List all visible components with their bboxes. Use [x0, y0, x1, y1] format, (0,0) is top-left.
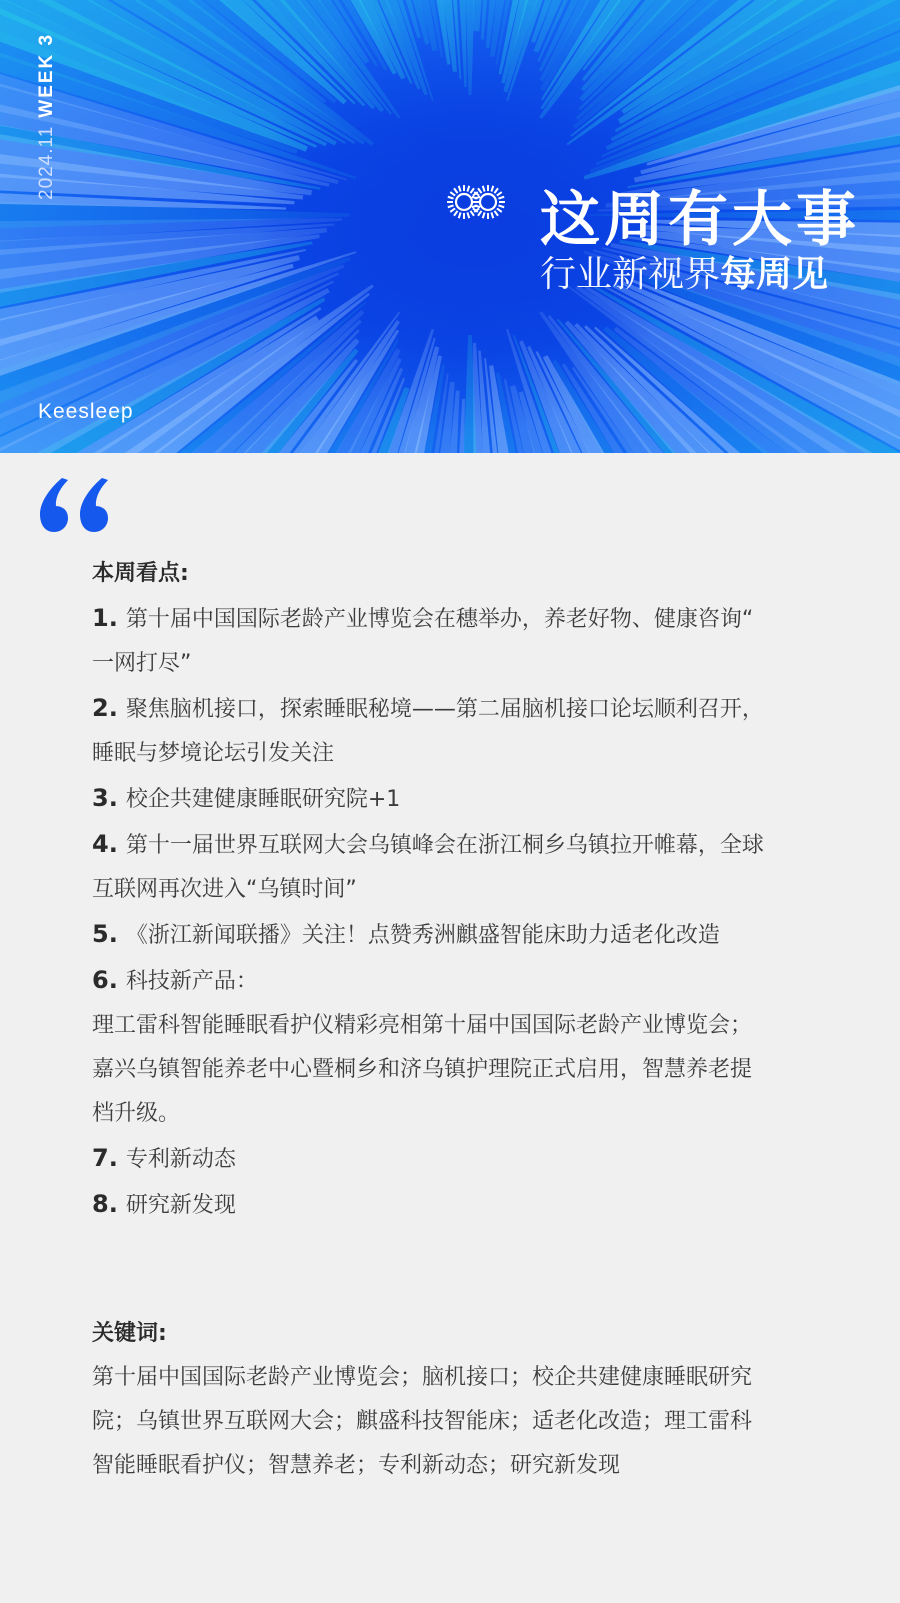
logo-tick: [491, 212, 493, 218]
header-banner: [0, 0, 900, 453]
highlight-line: [92, 1048, 832, 1092]
highlight-line: [92, 1182, 832, 1228]
highlights-title: 本周看点:: [92, 561, 189, 586]
keywords-text: [92, 1356, 832, 1488]
logo-tick: [483, 212, 485, 218]
highlight-text: 第十届中国国际老龄产业博览会在穗举办，养老好物、健康咨询“: [125, 607, 754, 632]
logo-tick: [478, 211, 482, 216]
highlight-line: [92, 822, 832, 868]
highlight-number: 3.: [92, 784, 118, 812]
highlight-number: 5.: [92, 920, 118, 948]
logo-tick: [454, 211, 458, 216]
logo-tick: [478, 188, 482, 193]
brand-name: Keesleep: [38, 400, 134, 423]
logo-tick: [494, 211, 498, 216]
highlight-text: 互联网再次进入“乌镇时间”: [92, 877, 357, 902]
highlight-line: [92, 596, 832, 642]
highlight-text: 专利新动态: [125, 1147, 236, 1172]
highlight-number: 2.: [92, 694, 118, 722]
highlight-text: 聚焦脑机接口，探索睡眠秘境——第二届脑机接口论坛顺利召开，: [125, 697, 764, 722]
logo-tick: [494, 188, 498, 193]
logo-tick: [454, 188, 458, 193]
twin-rings-logo-icon: [446, 182, 508, 222]
keywords-line: 第十届中国国际老龄产业博览会；脑机接口；校企共建健康睡眠研究: [92, 1365, 753, 1390]
highlight-number: 1.: [92, 604, 118, 632]
logo-tick: [498, 205, 504, 207]
highlight-number: 6.: [92, 966, 118, 994]
logo-tick: [491, 186, 493, 192]
highlight-line: [92, 868, 832, 912]
logo-tick: [459, 212, 461, 218]
highlight-line: [92, 732, 832, 776]
highlight-text: 第十一届世界互联网大会乌镇峰会在浙江桐乡乌镇拉开帷幕，全球: [125, 833, 764, 858]
issue-month: 2024.11: [36, 125, 57, 200]
logo-tick: [450, 192, 455, 196]
highlight-line: [92, 1136, 832, 1182]
keywords-title: 关键词:: [92, 1321, 167, 1346]
highlight-text: 睡眠与梦境论坛引发关注: [92, 741, 335, 766]
logo-tick: [497, 208, 502, 212]
highlight-line: [92, 958, 832, 1004]
logo-tick: [470, 188, 474, 193]
issue-date: [36, 33, 58, 200]
highlight-text: 《浙江新闻联播》关注！点赞秀洲麒盛智能床助力适老化改造: [125, 923, 720, 948]
highlight-text: 理工雷科智能睡眠看护仪精彩亮相第十届中国国际老龄产业博览会；: [92, 1013, 753, 1038]
highlight-number: 4.: [92, 830, 118, 858]
highlight-line: [92, 686, 832, 732]
highlight-text: 科技新产品：: [125, 969, 258, 994]
logo-tick: [448, 197, 454, 199]
logo-tick: [450, 208, 455, 212]
logo-tick: [470, 211, 474, 216]
highlight-text: 档升级。: [92, 1101, 181, 1126]
issue-week: WEEK 3: [36, 32, 57, 118]
highlight-line: [92, 776, 832, 822]
subtitle-light-part: 行业新视界: [540, 254, 721, 295]
highlight-text: 嘉兴乌镇智能养老中心暨桐乡和济乌镇护理院正式启用，智慧养老提: [92, 1057, 753, 1082]
highlight-line: [92, 1092, 832, 1136]
logo-tick: [467, 186, 469, 192]
highlights-list: [92, 596, 832, 1228]
highlight-text: 研究新发现: [125, 1193, 236, 1218]
logo-tick: [498, 197, 504, 199]
quote-mark-icon: [36, 476, 114, 536]
highlight-text: 一网打尽”: [92, 651, 192, 676]
logo-tick: [448, 205, 454, 207]
highlight-text: 校企共建健康睡眠研究院+1: [125, 787, 401, 812]
subtitle-bold-part: 每周见: [720, 254, 829, 295]
page-subtitle: [540, 246, 828, 297]
highlight-number: 7.: [92, 1144, 118, 1172]
highlight-line: [92, 912, 832, 958]
keywords-line: 智能睡眠看护仪；智慧养老；专利新动态；研究新发现: [92, 1453, 621, 1478]
logo-tick: [497, 192, 502, 196]
highlight-line: [92, 642, 832, 686]
highlight-number: 8.: [92, 1190, 118, 1218]
highlight-line: [92, 1004, 832, 1048]
article-content: [92, 552, 832, 1488]
logo-tick: [483, 186, 485, 192]
logo-tick: [459, 186, 461, 192]
page-title: 这周有大事: [540, 185, 860, 255]
logo-tick: [467, 212, 469, 218]
keywords-line: 院；乌镇世界互联网大会；麒盛科技智能床；适老化改造；理工雷科: [92, 1409, 753, 1434]
